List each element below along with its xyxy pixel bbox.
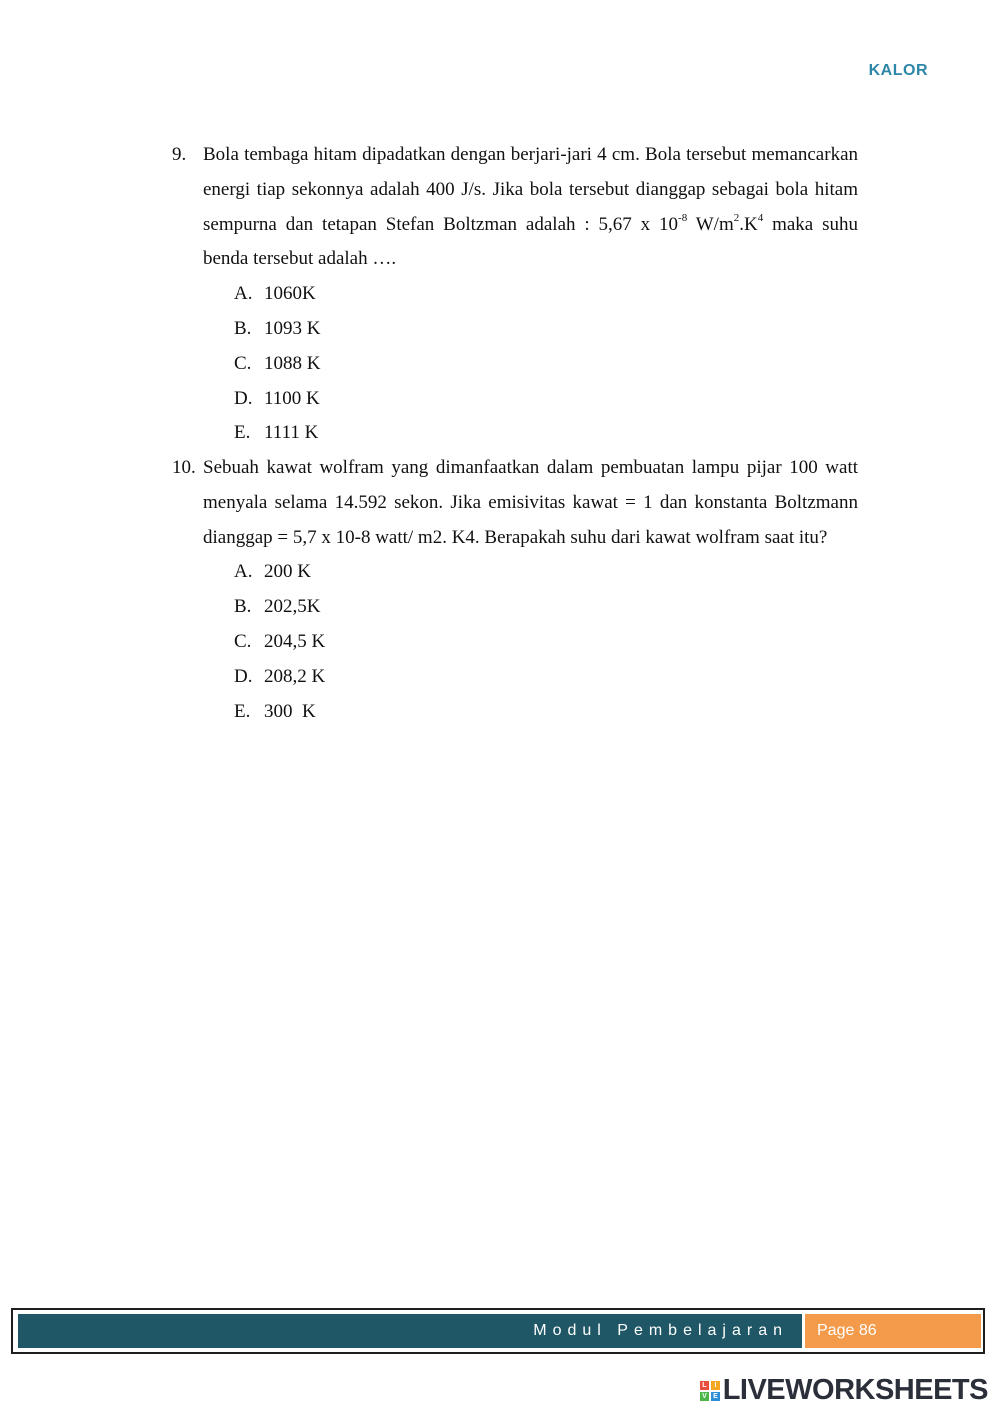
question-10 — [172, 451, 858, 729]
question-text: Bola tembaga hitam dipadatkan dengan berjari-jari 4 cm. Bola tersebut memancarkan energi tiap sekonnya adalah 400 J/s. Jika bola tersebut dianggap sebagai bola hitam sempurna dan tetapan Stefan Boltzman adalah : 5,67 x $10^{-8}$ $W/m^2.K^4$ maka suhu benda tersebut adalah …. — [203, 144, 858, 270]
option-d[interactable]: D. 1100 K — [234, 387, 320, 409]
option-e[interactable]: E. 300 K — [234, 700, 316, 722]
question-text: Sebuah kawat wolfram yang dimanfaatkan dalam pembuatan lampu pijar 100 watt menyala selama 14.592 sekon. Jika emisivitas kawat = 1 dan konstanta Boltzmann dianggap = 5,7 x 10-8 watt/ m2. K4. Berapakah suhu dari kawat wolfram saat itu? — [203, 457, 858, 548]
option-e[interactable]: E. 1111 K — [234, 422, 319, 444]
option-b[interactable]: B. 1093 K — [234, 317, 321, 339]
header-title: KALOR — [868, 62, 928, 79]
page-footer — [11, 1308, 985, 1354]
option-b[interactable]: B. 202,5K — [234, 596, 321, 618]
option-a[interactable]: A. 200 K — [234, 561, 311, 583]
option-d[interactable]: D. 208,2 K — [234, 665, 326, 687]
question-number: 10. — [172, 457, 196, 478]
option-c[interactable]: C. 204,5 K — [234, 630, 326, 652]
answer-options — [234, 277, 858, 451]
liveworksheets-brand: LIVEWORKSHEETS — [722, 1374, 988, 1406]
option-a[interactable]: A. 1060K — [234, 283, 316, 305]
footer-module-label: Modul Pembelajaran — [18, 1314, 802, 1348]
liveworksheets-logo — [700, 1374, 988, 1407]
footer-page-number: Page 86 — [805, 1314, 981, 1348]
question-9 — [172, 138, 858, 451]
liveworksheets-icon: L I V E — [700, 1381, 720, 1401]
question-number: 9. — [172, 144, 187, 165]
option-c[interactable]: C. 1088 K — [234, 352, 321, 374]
answer-options — [234, 555, 858, 729]
